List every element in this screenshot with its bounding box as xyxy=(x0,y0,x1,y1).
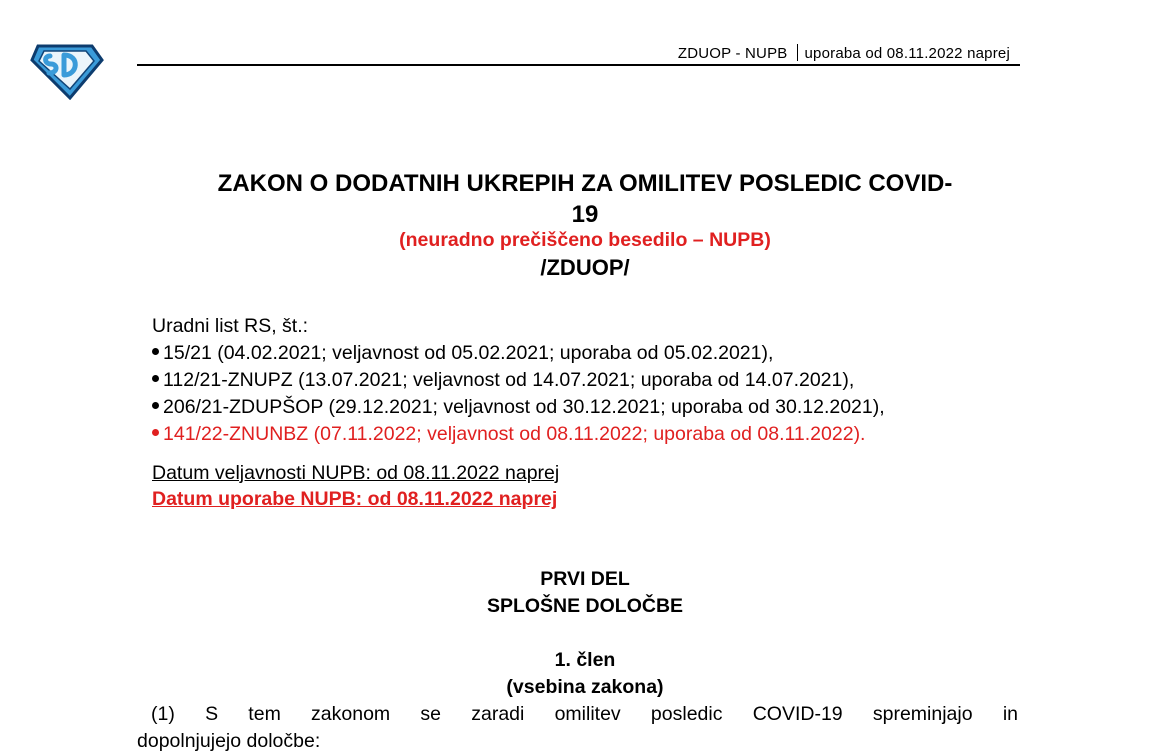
part-number: PRVI DEL xyxy=(540,568,630,590)
logo-icon xyxy=(30,40,104,100)
gazette-heading: Uradni list RS, št.: xyxy=(152,315,309,337)
part-heading xyxy=(150,566,1020,620)
gazette-item: 206/21-ZDUPŠOP (29.12.2021; veljavnost od 30.12.2021; uporaba od 30.12.2021), xyxy=(152,394,885,421)
article-name: (vsebina zakona) xyxy=(506,676,664,698)
article-paragraph-line-1: (1) S tem zakonom se zaradi omilitev posledic COVID-19 spreminjajo in xyxy=(151,703,1018,725)
header-rule xyxy=(137,64,1020,66)
header-separator xyxy=(797,44,798,61)
header-document-code: ZDUOP - NUPB xyxy=(677,45,788,62)
title-line-2: 19 xyxy=(571,201,599,228)
gazette-item: 112/21-ZNUPZ (13.07.2021; veljavnost od 14.07.2021; uporaba od 14.07.2021), xyxy=(152,367,885,394)
application-date: Datum uporabe NUPB: od 08.11.2022 naprej xyxy=(152,488,558,510)
official-gazette-list xyxy=(152,313,885,448)
validity-date: Datum veljavnosti NUPB: od 08.11.2022 naprej xyxy=(152,462,560,484)
bullet-icon xyxy=(152,375,159,382)
running-header xyxy=(560,44,1010,62)
gazette-item-latest: 141/22-ZNUNBZ (07.11.2022; veljavnost od 08.11.2022; uporaba od 08.11.2022). xyxy=(152,421,885,448)
document-subtitle: (neuradno prečiščeno besedilo – NUPB) xyxy=(399,229,771,251)
header-application-date: uporaba od 08.11.2022 naprej xyxy=(804,45,1010,62)
bullet-icon xyxy=(152,429,159,436)
article-paragraph-line-2: dopolnjujejo določbe: xyxy=(137,730,321,752)
article-number: 1. člen xyxy=(554,649,616,671)
article-heading xyxy=(150,647,1020,701)
nupb-dates xyxy=(152,460,559,512)
bullet-icon xyxy=(152,348,159,355)
gazette-item: 15/21 (04.02.2021; veljavnost od 05.02.2021; uporaba od 05.02.2021), xyxy=(152,340,885,367)
bullet-icon xyxy=(152,402,159,409)
law-abbreviation: /ZDUOP/ xyxy=(540,255,630,280)
part-name: SPLOŠNE DOLOČBE xyxy=(486,595,684,617)
title-line-1: ZAKON O DODATNIH UKREPIH ZA OMILITEV POSLEDIC COVID- xyxy=(217,170,953,197)
document-title xyxy=(150,168,1020,230)
